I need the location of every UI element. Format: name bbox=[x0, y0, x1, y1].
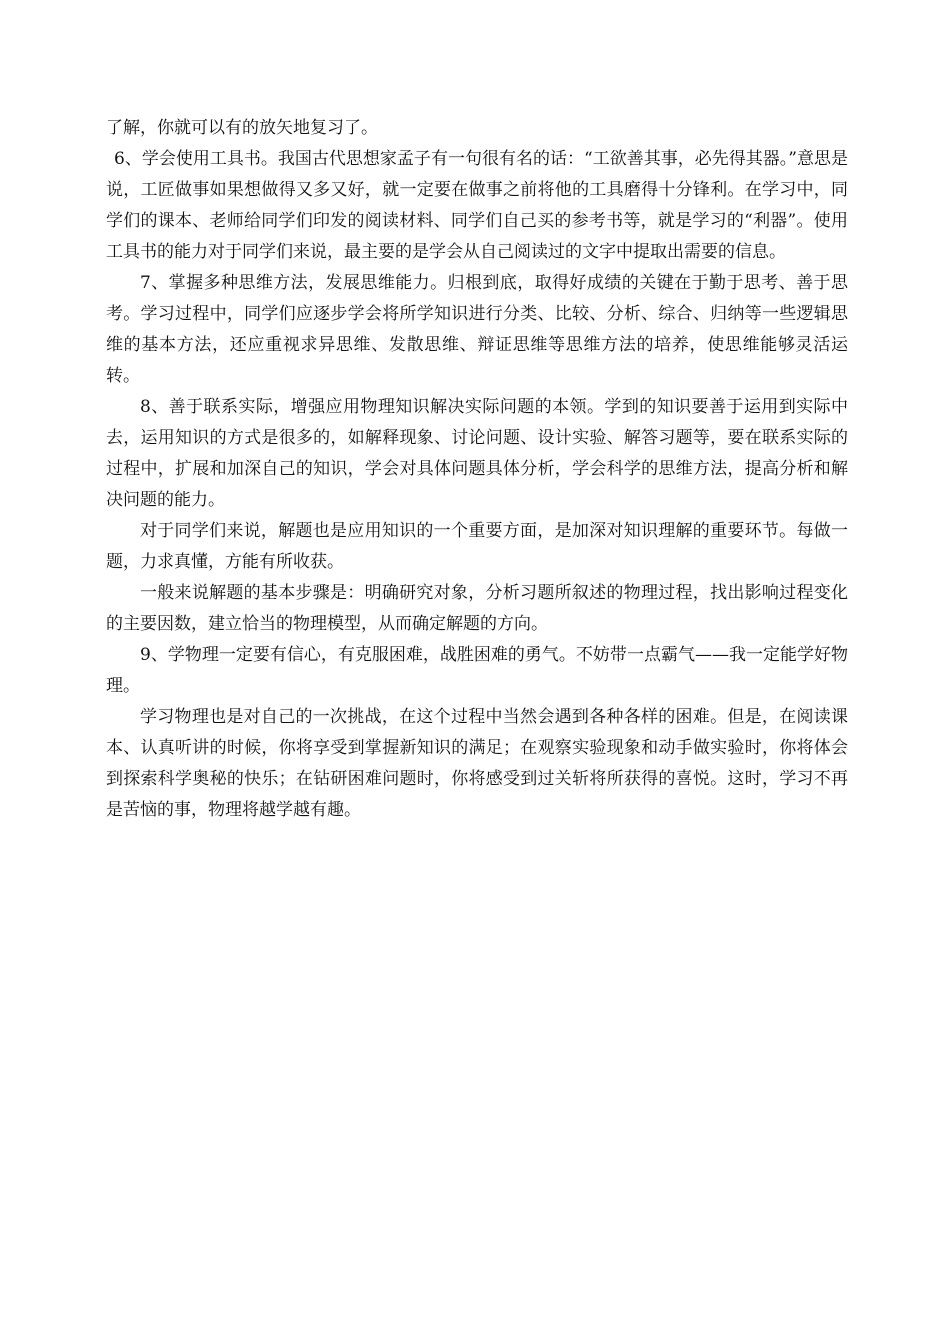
paragraph-solving-steps: 一般来说解题的基本步骤是：明确研究对象，分析习题所叙述的物理过程，找出影响过程变化的主要因数，建立恰当的物理模型，从而确定解题的方向。 bbox=[106, 583, 848, 634]
paragraph-9-confidence: 9、学物理一定要有信心，有克服困难，战胜困难的勇气。不妨带一点霸气——我一定能学好物理。 bbox=[106, 645, 848, 696]
document-body bbox=[106, 113, 848, 826]
paragraph-8-apply-knowledge: 8、善于联系实际，增强应用物理知识解决实际问题的本领。学到的知识要善于运用到实际中去，运用知识的方式是很多的，如解释现象、讨论问题、设计实验、解答习题等，要在联系实际的过程中，扩展和加深自己的知识，学会对具体问题具体分析，学会科学的思维方法，提高分析和解决问题的能力。 bbox=[106, 397, 848, 510]
paragraph-continuation: 了解，你就可以有的放矢地复习了。 bbox=[106, 118, 378, 138]
paragraph-6-reference-books: 6、学会使用工具书。我国古代思想家孟子有一句很有名的话：“工欲善其事，必先得其器。”意思是说，工匠做事如果想做得又多又好，就一定要在做事之前将他的工具磨得十分锋利。在学习中，同学们的课本、老师给同学们印发的阅读材料、同学们自己买的参考书等，就是学习的“利器”。使用工具书的能力对于同学们来说，最主要的是学会从自己阅读过的文字中提取出需要的信息。 bbox=[106, 149, 848, 262]
paragraph-7-thinking-methods: 7、掌握多种思维方法，发展思维能力。归根到底，取得好成绩的关键在于勤于思考、善于思考。学习过程中，同学们应逐步学会将所学知识进行分类、比较、分析、综合、归纳等一些逻辑思维的基本方法，还应重视求异思维、发散思维、辩证思维等思维方法的培养，使思维能够灵活运转。 bbox=[106, 273, 848, 386]
paragraph-problem-solving: 对于同学们来说，解题也是应用知识的一个重要方面，是加深对知识理解的重要环节。每做一题，力求真懂，方能有所收获。 bbox=[106, 521, 848, 572]
paragraph-challenge: 学习物理也是对自己的一次挑战，在这个过程中当然会遇到各种各样的困难。但是，在阅读课本、认真听讲的时候，你将享受到掌握新知识的满足；在观察实验现象和动手做实验时，你将体会到探索科学奥秘的快乐；在钻研困难问题时，你将感受到过关斩将所获得的喜悦。这时，学习不再是苦恼的事，物理将越学越有趣。 bbox=[106, 707, 848, 820]
